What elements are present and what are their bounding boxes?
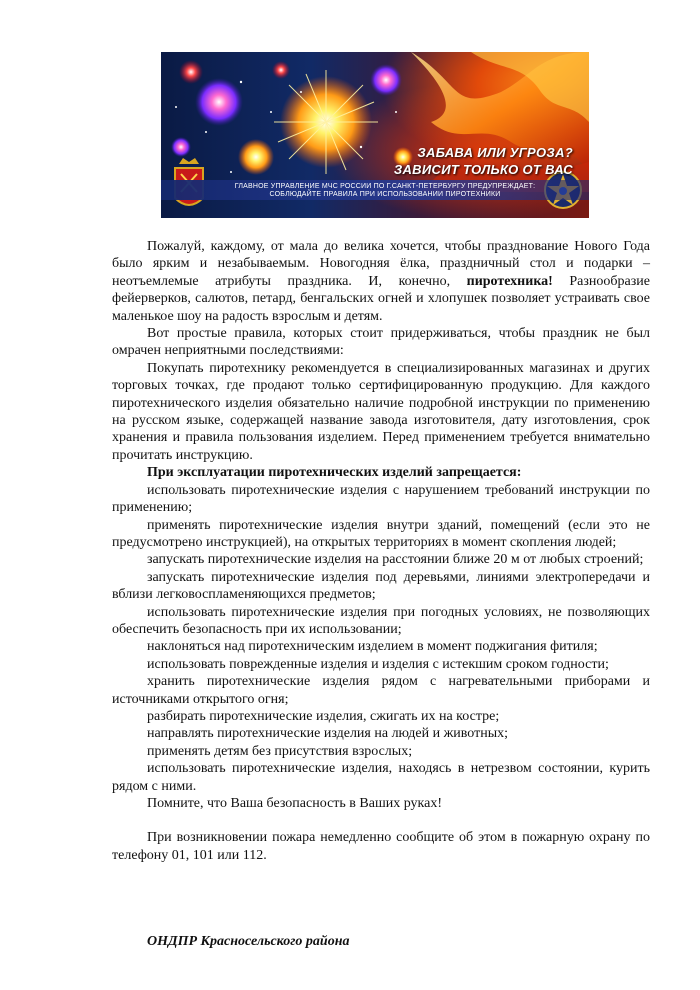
prohibited-item: использовать пиротехнические изделия, находясь в нетрезвом состоянии, курить рядом с ними. (112, 761, 650, 794)
banner-image (161, 52, 589, 218)
intro-bold-text: пиротехника! (466, 273, 553, 289)
purchase-paragraph: Покупать пиротехнику рекомендуется в специализированных магазинах и других торговых точках, где продают только сертифицированную продукцию. Для каждого пиротехнического изделия обязательно наличие подробной инструкции по применению на русском языке, содержащей название завода изготовителя, дату изготовления, срок хранения и правила пользования изделием. Перед применением требуется внимательно прочитать инструкцию. (112, 360, 650, 463)
intro-text: Пожалуй, каждому, от мала до велика хочется, чтобы празднование Нового Года было ярким и незабываемым. Новогодняя ёлка, праздничный стол и подарки – неотъемлемые атрибуты праздника. И, конечно, (112, 239, 650, 289)
prohibited-item: запускать пиротехнические изделия под деревьями, линиями электропередачи и вблизи легковоспламеняющихся предметов; (112, 569, 650, 603)
banner-headline (394, 144, 573, 178)
prohibited-item: использовать пиротехнические изделия с нарушением требований инструкции по применению; (112, 482, 650, 516)
prohibited-item: использовать поврежденные изделия и изделия с истекшим сроком годности; (147, 656, 609, 672)
intro-paragraph (112, 238, 650, 325)
banner-headline-line1: ЗАБАВА ИЛИ УГРОЗА? (417, 145, 573, 160)
document-body (112, 238, 650, 864)
firework-burst-purple (195, 78, 243, 126)
reminder-paragraph: Помните, что Ваша безопасность в Ваших руках! (147, 796, 443, 811)
prohibited-item: разбирать пиротехнические изделия, сжигать их на костре; (147, 708, 500, 724)
prohibited-heading-text: При эксплуатации пиротехнических изделий запрещается: (147, 465, 522, 481)
banner-subtext-line2: СОБЛЮДАЙТЕ ПРАВИЛА ПРИ ИСПОЛЬЗОВАНИИ ПИРОТЕХНИКИ (269, 191, 501, 198)
intro-text-end: Разнообразие фейерверков, салютов, петард, бенгальских огней и хлопушек позволяет устраивать свое маленькое шоу на радость взрослым и детям. (112, 273, 650, 324)
signature: ОНДПР Красносельского района (147, 934, 350, 949)
banner-headline-line2: ЗАВИСИТ ТОЛЬКО ОТ ВАС (393, 162, 573, 177)
prohibited-item: использовать пиротехнические изделия при погодных условиях, не позволяющих обеспечить безопасность при их использовании; (112, 604, 650, 637)
rules-intro-paragraph: Вот простые правила, которых стоит придерживаться, чтобы праздник не был омрачен неприятными последствиями: (112, 326, 650, 359)
prohibited-item: запускать пиротехнические изделия на расстоянии ближе 20 м от любых строений; (147, 552, 644, 568)
prohibited-item: наклоняться над пиротехническим изделием в момент поджигания фитиля; (147, 639, 598, 655)
prohibited-item: хранить пиротехнические изделия рядом с нагревательными приборами и источниками открытого огня; (112, 674, 650, 707)
prohibited-item: направлять пиротехнические изделия на людей и животных; (147, 726, 509, 742)
prohibited-item: применять пиротехнические изделия внутри зданий, помещений (если это не предусмотрено инструкцией), на открытых территориях в момент скопления людей; (112, 517, 650, 550)
banner-subtext (225, 183, 545, 199)
prohibited-item: применять детям без присутствия взрослых; (147, 743, 413, 759)
banner-subtext-line1: ГЛАВНОЕ УПРАВЛЕНИЕ МЧС РОССИИ ПО Г.САНКТ-ПЕТЕРБУРГУ ПРЕДУПРЕЖДАЕТ: (234, 183, 536, 190)
fire-notice-paragraph: При возникновении пожара немедленно сообщите об этом в пожарную охрану по телефону 01, 101 или 112. (112, 830, 650, 863)
prohibited-list (112, 482, 650, 795)
prohibited-heading (112, 464, 650, 481)
firework-burst-large (274, 70, 378, 174)
